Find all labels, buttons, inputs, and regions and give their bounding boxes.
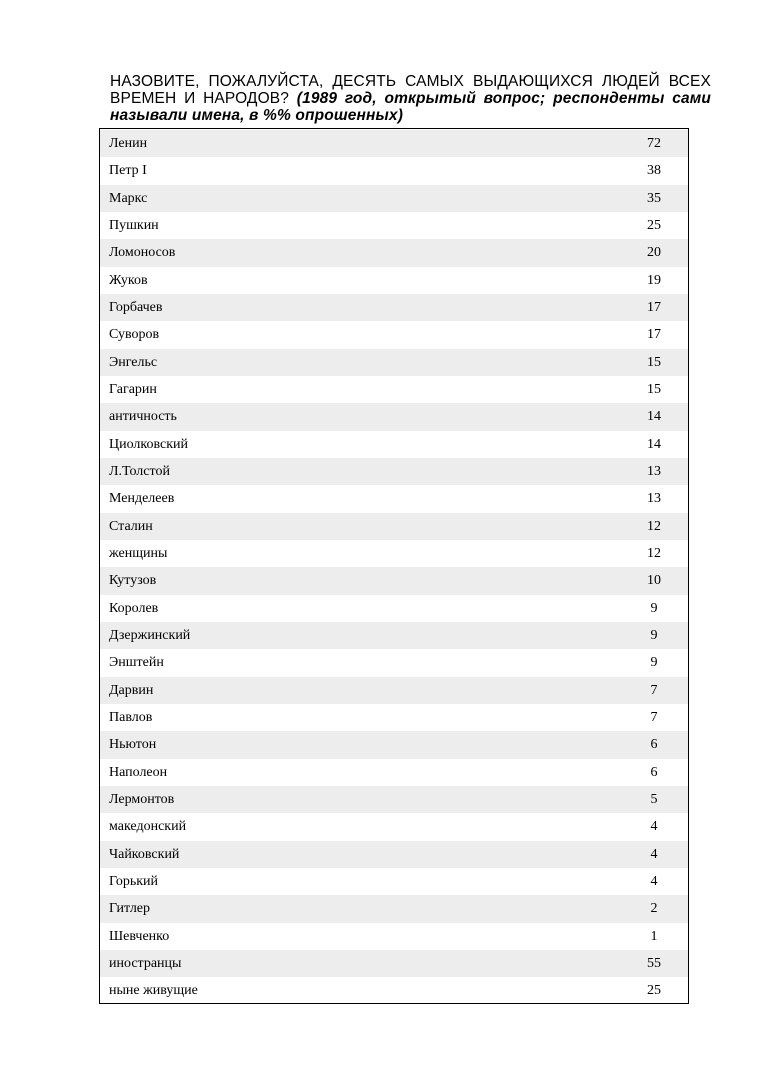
row-name: Лермонтов [109, 791, 175, 807]
table-row [100, 431, 688, 458]
table-row [100, 403, 688, 430]
row-value: 4 [650, 873, 658, 889]
row-value: 13 [647, 463, 661, 479]
table-row [100, 130, 688, 157]
row-name: Горький [109, 873, 159, 889]
survey-question: НАЗОВИТЕ, ПОЖАЛУЙСТА, ДЕСЯТЬ САМЫХ ВЫДАЮЩИХСЯ ЛЮДЕЙ ВСЕХ ВРЕМЕН И НАРОДОВ? [110, 73, 711, 107]
row-name: Ломоносов [109, 245, 176, 261]
row-value: 4 [650, 819, 658, 835]
row-value: 1 [650, 928, 658, 944]
row-name: Л.Толстой [109, 463, 170, 479]
table-row [100, 157, 688, 184]
row-value: 2 [650, 901, 658, 917]
table-row [100, 950, 688, 977]
table-row [100, 540, 688, 567]
table-body [100, 130, 688, 1005]
row-name: Горбачев [109, 299, 163, 315]
row-value: 15 [647, 381, 661, 397]
row-name: Дарвин [109, 682, 154, 698]
row-value: 6 [650, 737, 658, 753]
row-value: 7 [650, 709, 658, 725]
table-row [100, 567, 688, 594]
results-table [99, 128, 689, 1004]
row-value: 17 [647, 299, 661, 315]
row-value: 14 [647, 436, 661, 452]
row-value: 55 [647, 955, 661, 971]
table-row [100, 841, 688, 868]
row-name: Королев [109, 600, 159, 616]
table-row [100, 595, 688, 622]
table-row [100, 485, 688, 512]
row-name: Циолковский [109, 436, 189, 452]
row-value: 9 [650, 655, 658, 671]
table-row [100, 376, 688, 403]
table-row [100, 704, 688, 731]
row-value: 19 [647, 272, 661, 288]
row-name: женщины [109, 545, 168, 561]
row-name: Кутузов [109, 573, 157, 589]
table-row [100, 649, 688, 676]
row-name: Пушкин [109, 217, 159, 233]
row-value: 15 [647, 354, 661, 370]
row-name: Гагарин [109, 381, 157, 397]
row-value: 25 [647, 983, 661, 999]
row-name: Дзержинский [109, 627, 191, 643]
row-value: 7 [650, 682, 658, 698]
row-name: Петр I [109, 163, 147, 179]
row-name: Наполеон [109, 764, 168, 780]
table-row [100, 458, 688, 485]
row-name: ныне живущие [109, 983, 198, 999]
row-name: Павлов [109, 709, 153, 725]
table-row [100, 622, 688, 649]
table-row [100, 759, 688, 786]
row-name: Шевченко [109, 928, 170, 944]
row-value: 10 [647, 573, 661, 589]
table-row [100, 786, 688, 813]
row-name: Чайковский [109, 846, 180, 862]
row-value: 4 [650, 846, 658, 862]
row-value: 35 [647, 190, 661, 206]
row-value: 13 [647, 491, 661, 507]
table-row [100, 868, 688, 895]
table-row [100, 294, 688, 321]
row-value: 6 [650, 764, 658, 780]
row-value: 38 [647, 163, 661, 179]
table-row [100, 239, 688, 266]
table-row [100, 321, 688, 348]
row-name: Ньютон [109, 737, 157, 753]
row-value: 20 [647, 245, 661, 261]
row-name: македонский [109, 819, 187, 835]
table-row [100, 923, 688, 950]
row-value: 72 [647, 136, 661, 151]
row-name: Суворов [109, 327, 160, 343]
row-value: 5 [650, 791, 658, 807]
row-value: 14 [647, 409, 661, 425]
table-row [100, 677, 688, 704]
table-row [100, 977, 688, 1004]
table-row [100, 813, 688, 840]
table-row [100, 185, 688, 212]
table-row [100, 895, 688, 922]
row-name: античность [109, 409, 177, 425]
row-value: 12 [647, 545, 661, 561]
row-value: 12 [647, 518, 661, 534]
row-name: Энштейн [109, 655, 164, 671]
row-name: Сталин [109, 518, 153, 534]
row-value: 9 [650, 627, 658, 643]
table-row [100, 267, 688, 294]
table-row [100, 731, 688, 758]
row-name: Маркс [109, 190, 148, 206]
row-name: иностранцы [109, 955, 182, 971]
row-value: 9 [650, 600, 658, 616]
row-name: Гитлер [109, 901, 151, 917]
row-value: 17 [647, 327, 661, 343]
row-name: Жуков [109, 272, 148, 288]
survey-note: (1989 год, открытый вопрос; респонденты сами называли имена, в %% опрошенных) [110, 90, 711, 124]
row-name: Энгельс [109, 354, 158, 370]
table-row [100, 513, 688, 540]
row-value: 25 [647, 217, 661, 233]
row-name: Ленин [109, 136, 148, 151]
table-row [100, 212, 688, 239]
page-heading [110, 73, 711, 124]
table-row [100, 349, 688, 376]
row-name: Менделеев [109, 491, 175, 507]
